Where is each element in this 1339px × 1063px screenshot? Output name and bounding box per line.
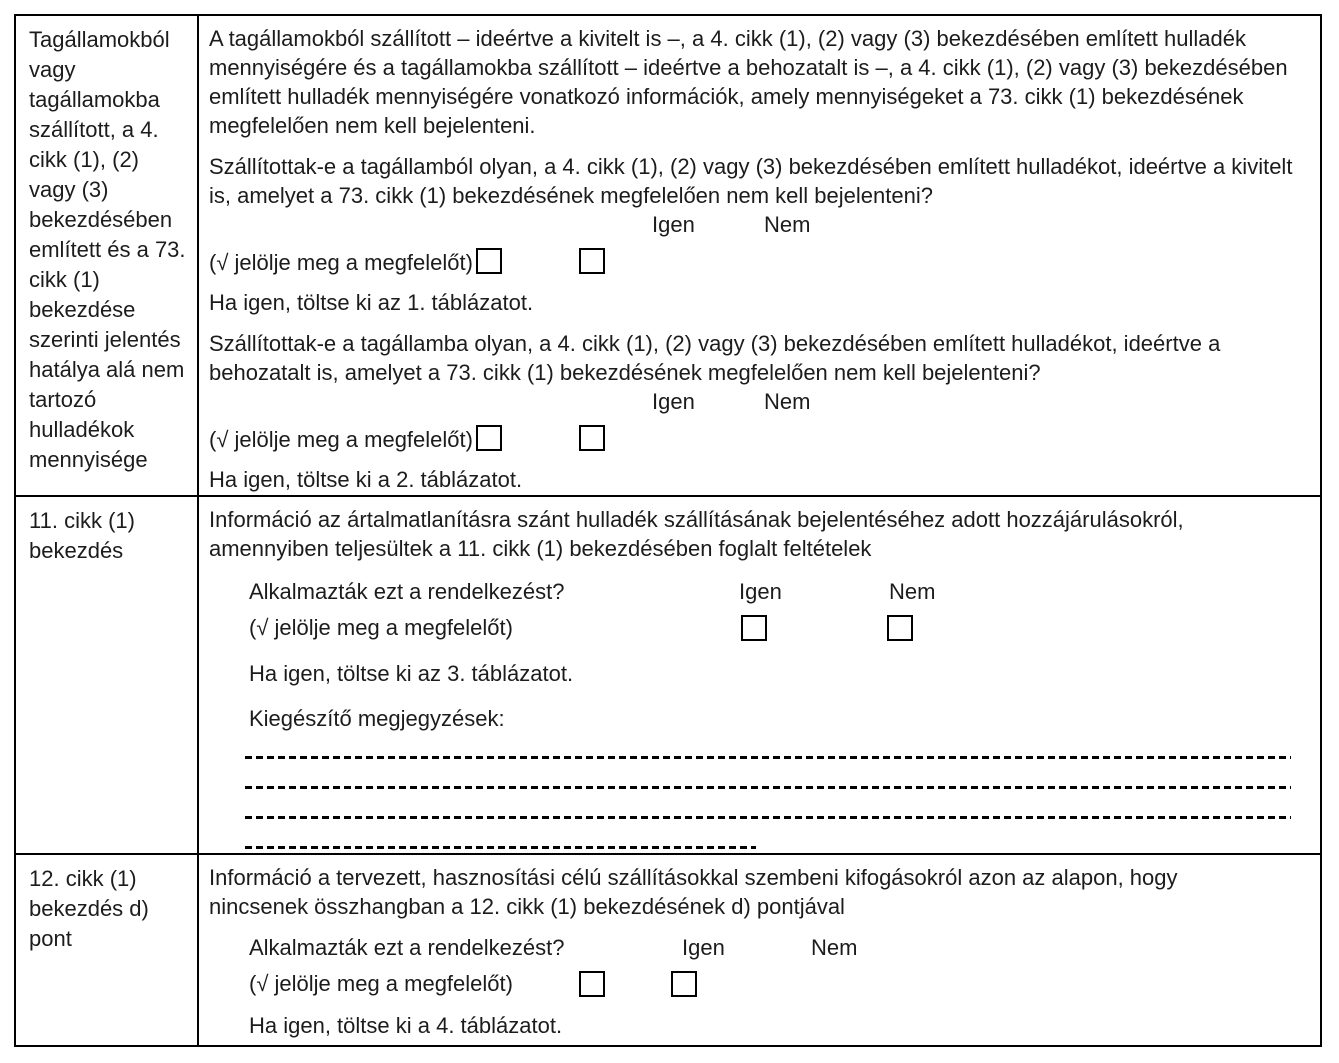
question-line	[209, 933, 1306, 962]
igen-checkbox[interactable]	[476, 425, 502, 451]
mark-instruction: (√ jelölje meg a megfelelőt)	[249, 971, 513, 996]
mark-line	[209, 425, 1306, 453]
row-label: Tagállamokból vagy tagállamokba szállított, a 4. cikk (1), (2) vagy (3) bekezdésében említett és a 73. cikk (1) bekezdése szerinti jelentés hatálya alá nem tartozó hulladékok mennyisége	[16, 16, 199, 495]
no-label: Nem	[764, 389, 811, 414]
no-label: Nem	[764, 212, 811, 237]
mark-line	[209, 615, 1306, 643]
row-content	[199, 855, 1320, 1045]
followup-text: Ha igen, töltse ki az 1. táblázatot.	[209, 290, 534, 315]
mark-instruction: (√ jelölje meg a megfelelőt)	[209, 427, 473, 452]
intro-text: Információ az ártalmatlanításra szánt hulladék szállításának bejelentéséhez adott hozzájárulásokról, amennyiben teljesültek a 11. cikk (1) bekezdésében foglalt feltételek	[209, 507, 1184, 561]
mark-instruction: (√ jelölje meg a megfelelőt)	[249, 615, 513, 640]
row-article-12d	[16, 855, 1320, 1045]
igen-checkbox[interactable]	[476, 248, 502, 274]
comments-line	[245, 786, 1291, 789]
question-text: Szállítottak-e a tagállamból olyan, a 4. cikk (1), (2) vagy (3) bekezdésében említett hulladékot, ideértve a kivitelt is, amelyet a 73. cikk (1) bekezdésének megfelelően nem kell bejelenteni?	[209, 154, 1293, 208]
nem-checkbox[interactable]	[887, 615, 913, 641]
yes-no-labels	[209, 387, 1306, 416]
followup-text: Ha igen, töltse ki a 4. táblázatot.	[249, 1013, 563, 1038]
question-line	[209, 577, 1306, 606]
yes-label: Igen	[652, 389, 695, 414]
row-shipments	[16, 16, 1320, 497]
nem-checkbox[interactable]	[579, 248, 605, 274]
intro-text: Információ a tervezett, hasznosítási célú szállításokkal szembeni kifogásokról azon az alapon, hogy nincsenek összhangban a 12. cikk (1) bekezdésének d) pontjával	[209, 865, 1178, 919]
mark-instruction: (√ jelölje meg a megfelelőt)	[209, 250, 473, 275]
comments-label: Kiegészítő megjegyzések:	[249, 706, 505, 731]
comments-line	[245, 756, 1291, 759]
igen-checkbox[interactable]	[579, 971, 605, 997]
row-label: 12. cikk (1) bekezdés d) pont	[16, 855, 199, 1045]
followup-text: Ha igen, töltse ki az 3. táblázatot.	[249, 661, 574, 686]
row-article-11	[16, 497, 1320, 855]
row-content	[199, 16, 1320, 495]
question-text: Alkalmazták ezt a rendelkezést?	[249, 579, 565, 604]
intro-text: A tagállamokból szállított – ideértve a kivitelt is –, a 4. cikk (1), (2) vagy (3) bekezdésében említett hulladék mennyiségére és a tagállamokba szállított – ideértve a behozatalt is –, a 4. cikk (1), (2) vagy (3) bekezdésében említett hulladék mennyiségére vonatkozó információk, amely mennyiségeket a 73. cikk (1) bekezdésének megfelelően nem kell bejelenteni.	[209, 26, 1288, 138]
no-label: Nem	[811, 935, 858, 960]
igen-checkbox[interactable]	[741, 615, 767, 641]
question-text: Szállítottak-e a tagállamba olyan, a 4. cikk (1), (2) vagy (3) bekezdésében említett hulladékot, ideértve a behozatalt is, amelyet a 73. cikk (1) bekezdésének megfelelően nem kell bejelenteni?	[209, 331, 1221, 385]
row-label: 11. cikk (1) bekezdés	[16, 497, 199, 853]
followup-text: Ha igen, töltse ki a 2. táblázatot.	[209, 467, 523, 492]
nem-checkbox[interactable]	[671, 971, 697, 997]
row-content	[199, 497, 1320, 853]
comments-line	[245, 846, 756, 849]
mark-line	[209, 248, 1306, 276]
yes-label: Igen	[682, 935, 725, 960]
yes-no-labels	[209, 210, 1306, 239]
yes-label: Igen	[652, 212, 695, 237]
no-label: Nem	[889, 579, 936, 604]
yes-label: Igen	[739, 579, 782, 604]
question-text: Alkalmazták ezt a rendelkezést?	[249, 935, 565, 960]
mark-line	[209, 971, 1306, 999]
document-table	[14, 14, 1322, 1047]
comments-line	[245, 816, 1291, 819]
nem-checkbox[interactable]	[579, 425, 605, 451]
